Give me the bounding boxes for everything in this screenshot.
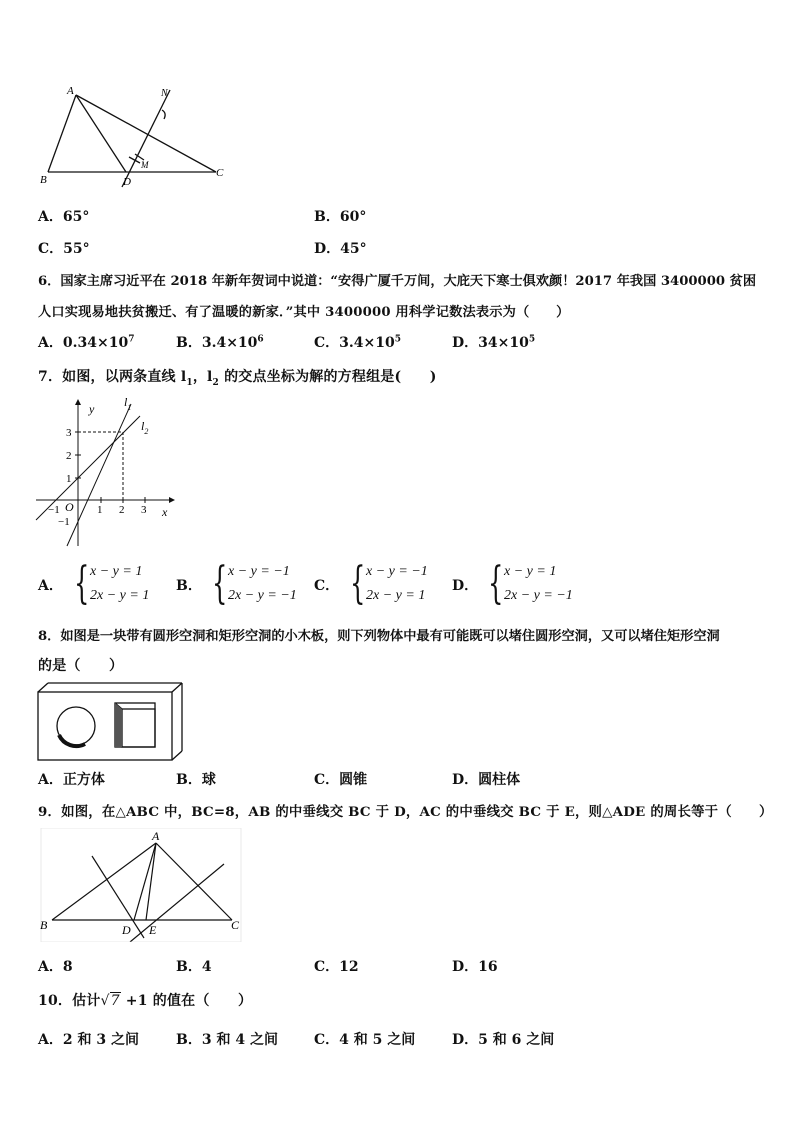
q7-xtick-3: 3 xyxy=(141,504,147,516)
q7-xtick-1: 1 xyxy=(97,504,103,516)
q5-label-m: M xyxy=(141,160,149,170)
q7-option-d[interactable]: D． { x − y = 1 2x − y = −1 xyxy=(452,558,573,609)
sqrt-icon: √ xyxy=(100,993,110,1009)
q7-graph xyxy=(34,394,184,554)
q9-label-d: D xyxy=(122,923,131,937)
q8-stem-line2: 的是（ ） xyxy=(38,658,124,674)
q6-option-b[interactable]: B．$3.4\times 10^6$ xyxy=(176,334,264,351)
q9-option-c[interactable]: C．12 xyxy=(314,959,359,975)
q5-option-a[interactable]: A．65° xyxy=(38,209,90,225)
q8-option-a[interactable]: A．正方体 xyxy=(38,772,105,788)
q9-option-d[interactable]: D．16 xyxy=(452,959,498,975)
q10-stem: 10．估计√7 +1 的值在（ ） xyxy=(38,993,253,1009)
q9-label-b: B xyxy=(40,918,48,932)
q7-l1-label: $l_1$ xyxy=(124,395,132,412)
q8-option-b[interactable]: B．球 xyxy=(176,772,216,788)
q5-label-d: D xyxy=(123,176,131,188)
q5-label-a: A xyxy=(67,85,74,97)
q7-option-b[interactable]: B． { x − y = −1 2x − y = −1 xyxy=(176,558,297,609)
q8-board-figure xyxy=(36,680,186,762)
q6-stem-line1: 6．国家主席习近平在 2018 年新年贺词中说道：“安得广厦千万间，大庇天下寒士俱欢颜！2017 年我国 3400000 贫困 xyxy=(38,274,757,289)
q7-xtick-2: 2 xyxy=(119,504,125,516)
q9-label-e: E xyxy=(149,923,157,937)
q10-option-d[interactable]: D．5 和 6 之间 xyxy=(452,1032,555,1048)
q5-option-b[interactable]: B．60° xyxy=(314,209,367,225)
q7-xtick-neg1: −1 xyxy=(48,504,60,516)
q9-option-a[interactable]: A．8 xyxy=(38,959,73,975)
q6-option-d[interactable]: D．$34\times 10^5$ xyxy=(452,334,536,351)
q8-stem-line1: 8．如图是一块带有圆形空洞和矩形空洞的小木板，则下列物体中最有可能既可以堵住圆形空洞，又可以堵住矩形空洞 xyxy=(38,629,720,644)
q10-option-b[interactable]: B．3 和 4 之间 xyxy=(176,1032,278,1048)
q5-label-c: C xyxy=(216,167,224,179)
brace-icon: { xyxy=(74,558,90,609)
q6-option-a[interactable]: A．$0.34\times 10^7$ xyxy=(38,334,135,351)
q5-option-d[interactable]: D．45° xyxy=(314,241,367,257)
q7-l2-label: $l_2$ xyxy=(141,419,149,436)
q5-label-b: B xyxy=(40,174,47,186)
q9-label-c: C xyxy=(231,918,240,932)
q10-option-c[interactable]: C．4 和 5 之间 xyxy=(314,1032,416,1048)
q9-option-b[interactable]: B．4 xyxy=(176,959,212,975)
q7-y-axis-label: y xyxy=(89,402,95,416)
q7-stem: 7．如图，以两条直线 $l_1$，$l_2$ 的交点坐标为解的方程组是( ) xyxy=(38,369,437,388)
q10-option-a[interactable]: A．2 和 3 之间 xyxy=(38,1032,139,1048)
q5-option-c[interactable]: C．55° xyxy=(38,241,90,257)
q7-ytick-1: 1 xyxy=(66,473,72,485)
q8-option-c[interactable]: C．圆锥 xyxy=(314,772,368,788)
q7-ytick-neg1: −1 xyxy=(58,516,70,528)
brace-icon: { xyxy=(350,558,366,609)
q6-option-c[interactable]: C．$3.4\times 10^5$ xyxy=(314,334,401,351)
brace-icon: { xyxy=(212,558,228,609)
q8-option-d[interactable]: D．圆柱体 xyxy=(452,772,521,788)
brace-icon: { xyxy=(488,558,504,609)
q9-triangle-figure xyxy=(36,828,242,942)
q5-figure xyxy=(36,82,236,192)
q7-origin-label: O xyxy=(65,500,74,514)
q7-ytick-3: 3 xyxy=(66,427,72,439)
q9-stem: 9．如图，在△ABC 中，BC=8，AB 的中垂线交 BC 于 D，AC 的中垂线交 BC 于 E，则△ADE 的周长等于（ ） xyxy=(38,804,773,820)
q7-ytick-2: 2 xyxy=(66,450,72,462)
q7-x-axis-label: x xyxy=(162,505,168,519)
q7-option-a[interactable]: A． { x − y = 1 2x − y = 1 xyxy=(38,558,150,609)
q5-label-n: N xyxy=(161,88,168,99)
q7-option-c[interactable]: C． { x − y = −1 2x − y = 1 xyxy=(314,558,428,609)
q6-stem-line2: 人口实现易地扶贫搬迁、有了温暖的新家．”其中 3400000 用科学记数法表示为（ ） xyxy=(38,305,570,320)
q9-label-a: A xyxy=(152,829,160,843)
